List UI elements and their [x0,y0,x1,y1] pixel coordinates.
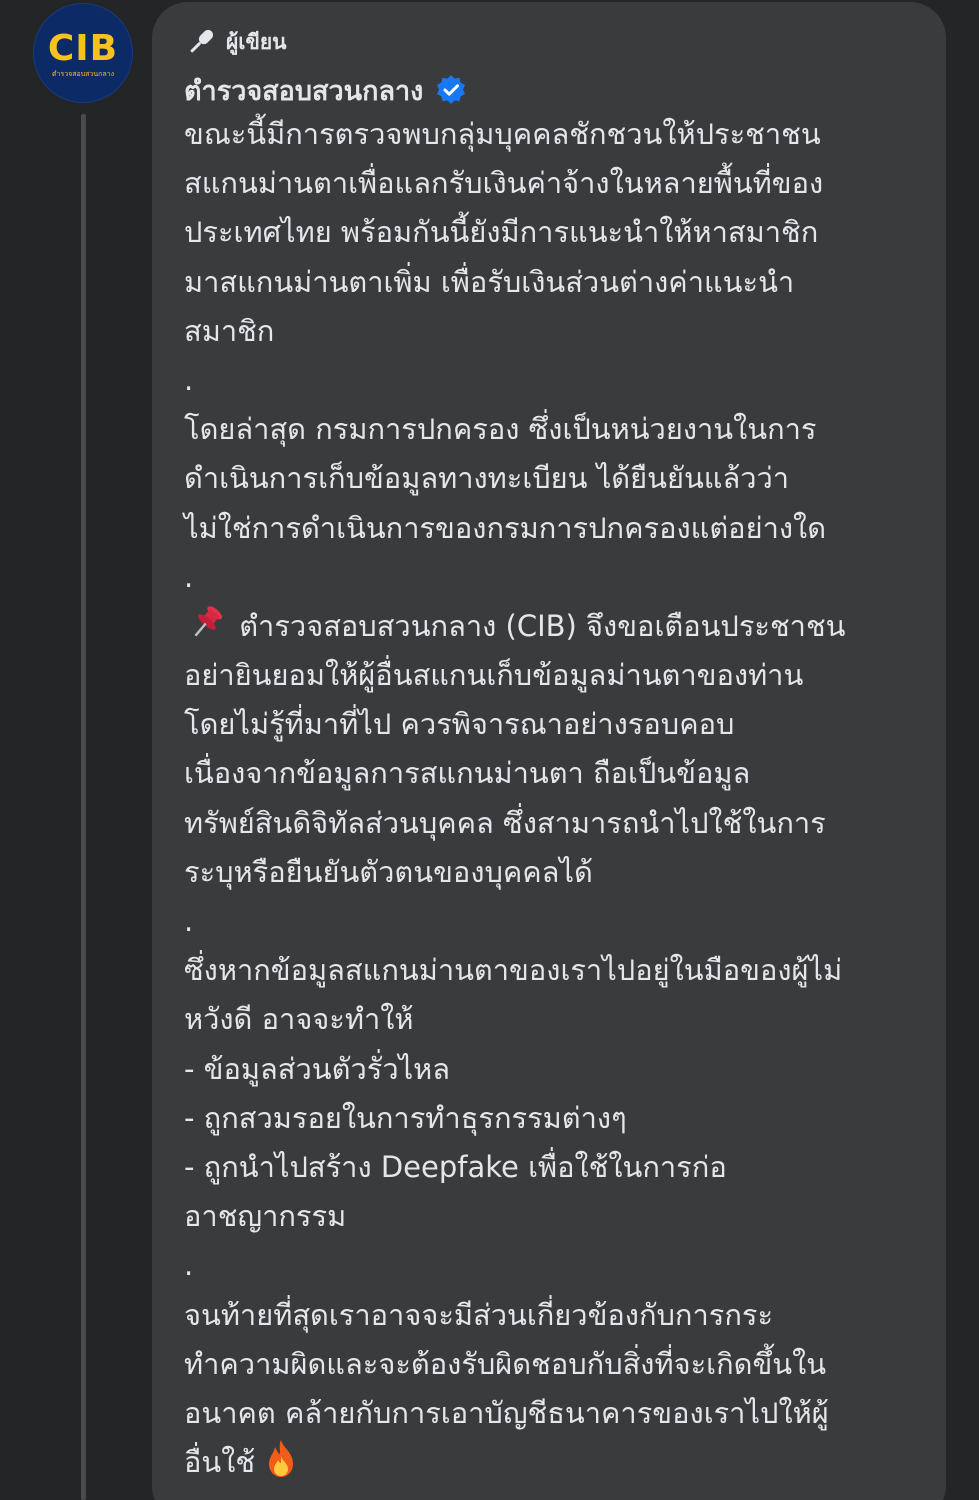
comment-line: จนท้ายที่สุดเราอาจจะมีส่วนเกี่ยวข้องกับการกระ [184,1297,774,1332]
last-line-text: อื่นใช้ [184,1445,265,1480]
author-role-row [184,24,914,60]
comment-line: อย่ายินยอมให้ผู้อื่นสแกนเก็บข้อมูลม่านตาของท่าน [184,658,804,693]
microphone-icon [184,25,218,59]
thread-line [81,114,86,1500]
comment-line: ไม่ใช่การดำเนินการของกรมการปกครองแต่อย่างใด [184,510,827,545]
comment-line: ทรัพย์สินดิจิทัลส่วนบุคคล ซึ่งสามารถนำไปใช้ในการ [184,805,826,840]
avatar[interactable] [33,3,133,103]
comment-line: . [184,362,194,397]
comment-line: . [184,1248,194,1283]
comment-line: อาชญากรรม [184,1199,347,1234]
comment-line: - ถูกสวมรอยในการทำธุรกรรมต่างๆ [184,1100,627,1135]
pinned-warning-text: ตำรวจสอบสวนกลาง (CIB) จึงขอเตือนประชาชน [230,608,846,643]
comment-line: โดยล่าสุด กรมการปกครอง ซึ่งเป็นหน่วยงานในการ [184,412,817,447]
comment-line: . [184,904,194,938]
comment-line: ระบุหรือยืนยันตัวตนของบุคคลได้ [184,854,593,889]
avatar-logo-subtitle: ตำรวจสอบสวนกลาง [51,69,115,78]
verified-badge-icon [435,74,467,106]
comment-line: หวังดี อาจจะทำให้ [184,1002,414,1037]
comment-line: เนื่องจากข้อมูลการสแกนม่านตา ถือเป็นข้อมูล [184,756,751,791]
comment-content [184,24,914,1487]
author-name-row [184,70,914,110]
pushpin-icon [184,602,230,657]
comment-line: อนาคต คล้ายกับการเอาบัญชีธนาคารของเราไปให้ผู้ [184,1395,829,1430]
comment-line: โดยไม่รู้ที่มาที่ไป ควรพิจารณาอย่างรอบคอบ [184,707,735,742]
comment-line: สมาชิก [184,313,275,348]
author-role-label: ผู้เขียน [226,29,287,54]
comment-body [184,110,914,1487]
fire-icon [264,1438,298,1493]
comment-line: ประเทศไทย พร้อมกันนี้ยังมีการแนะนำให้หาสมาชิก [184,215,819,250]
comment-line: สแกนม่านตาเพื่อแลกรับเงินค่าจ้างในหลายพื้นที่ของ [184,166,824,201]
avatar-logo-text: CIB [47,27,119,69]
comment-line: ซึ่งหากข้อมูลสแกนม่านตาของเราไปอยู่ในมือของผู้ไม่ [184,953,843,988]
comment-line: - ข้อมูลส่วนตัวรั่วไหล [184,1051,451,1086]
comment-line: - ถูกนำไปสร้าง Deepfake เพื่อใช้ในการก่อ [184,1149,727,1184]
comment-line: มาสแกนม่านตาเพิ่ม เพื่อรับเงินส่วนต่างค่าแนะนำ [184,264,795,299]
comment-line: ขณะนี้มีการตรวจพบกลุ่มบุคคลชักชวนให้ประชาชน [184,117,821,151]
author-name[interactable]: ตำรวจสอบสวนกลาง [184,75,424,107]
comment-line: ทำความผิดและจะต้องรับผิดชอบกับสิ่งที่จะเกิดขึ้นใน [184,1346,827,1381]
comment-line-last [184,1438,914,1487]
comment-line-pinned [184,602,914,651]
comment-line: . [184,559,194,594]
avatar-column [0,0,160,1500]
comment-line: ดำเนินการเก็บข้อมูลทางทะเบียน ได้ยืนยันแล้วว่า [184,461,790,496]
